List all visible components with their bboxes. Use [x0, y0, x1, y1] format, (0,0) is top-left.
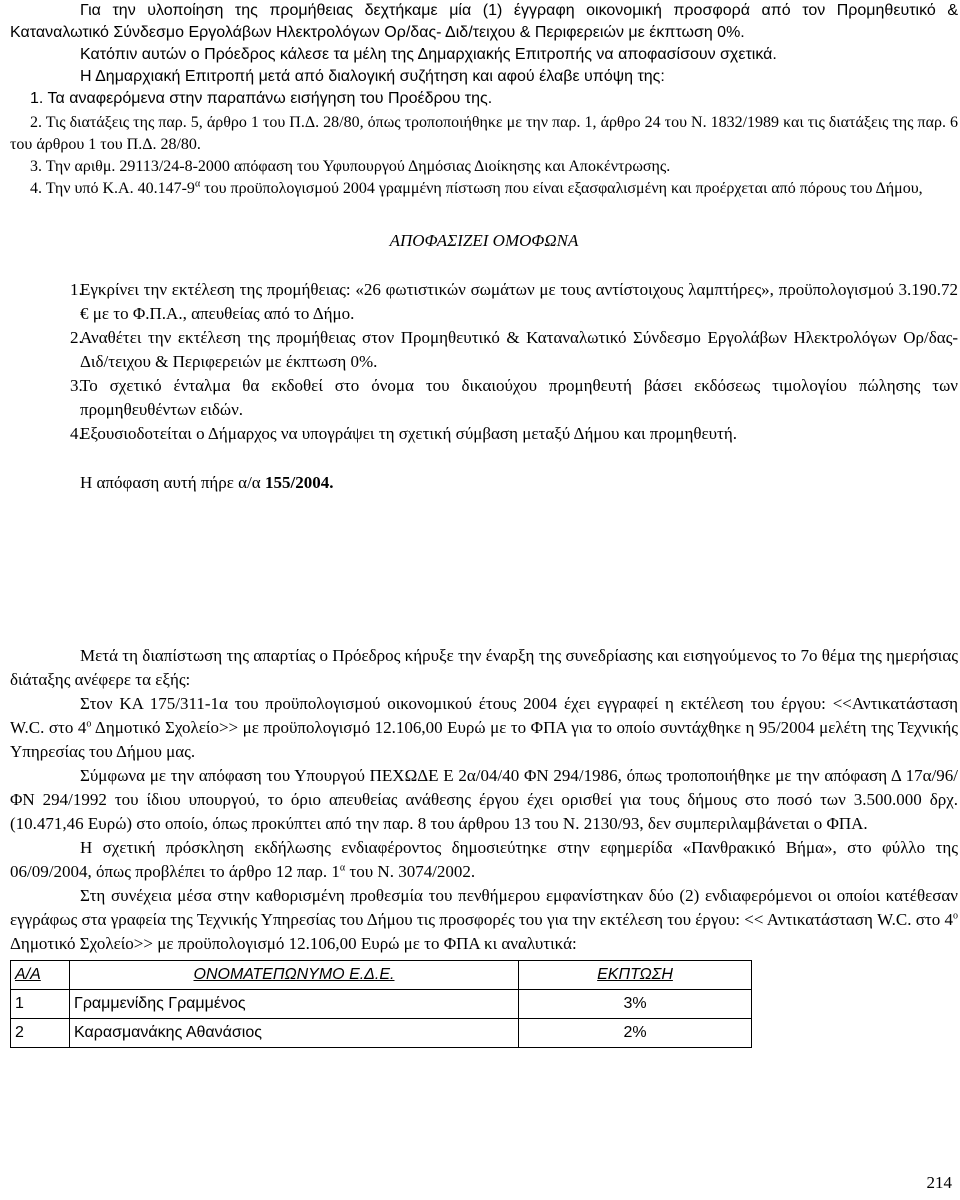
consideration-list	[10, 112, 958, 200]
column-header-aa: Α/Α	[11, 961, 70, 990]
budget-paragraph: Στον ΚΑ 175/311-1α του προϋπολογισμού οικονομικού έτους 2004 έχει εγγραφεί η εκτέλεση του έργου: <<Αντικατάσταση W.C. στο $4^o$ Δημοτικό Σχολείο>> με προϋπολογισμό 12.106,00 Ευρώ με το ΦΠΑ για το οποίο συντάχθηκε η 95/2004 μελέτη της Τεχνικής Υπηρεσίας του Δήμου μας.	[10, 694, 958, 761]
page-number: 214	[926, 1173, 952, 1192]
decision-item: 2. Αναθέτει την εκτέλεση της προμήθειας στον Προμηθευτικό & Καταναλωτικό Σύνδεσμο Εργολάβων Ηλεκτρολόγων Ορ/δας- Διδ/τειχου & Περιφερειών με έκπτωση 0%.	[70, 328, 958, 371]
discount-value: 2%	[519, 1019, 752, 1048]
second-topic-block	[10, 644, 958, 956]
contractor-name: Καρασμανάκης Αθανάσιος	[70, 1019, 519, 1048]
column-header-name: ΟΝΟΜΑΤΕΠΩΝΥΜΟ Ε.Δ.Ε.	[70, 961, 519, 990]
consideration-item-2: 2. Τις διατάξεις της παρ. 5, άρθρο 1 του Π.Δ. 28/80, όπως τροποποιήθηκε με την παρ. 1, άρθρο 24 του Ν. 1832/1989 και τις διατάξεις της παρ. 6 του άρθρου 1 του Π.Δ. 28/80.	[10, 114, 958, 153]
second-intro-paragraph: Μετά τη διαπίστωση της απαρτίας ο Πρόεδρος κήρυξε την έναρξη της συνεδρίασης και εισηγούμενος το 7ο θέμα της ημερήσιας διάταξης ανέφερε τα εξής:	[10, 646, 958, 689]
decision-list	[10, 278, 958, 446]
row-number: 1	[11, 990, 70, 1019]
intro-paragraph: Για την υλοποίηση της προμήθειας δεχτήκαμε μία (1) έγγραφη οικονομική προσφορά από τον Προμηθευτικό & Καταναλωτικό Σύνδεσμο Εργολάβων Ηλεκτρολόγων Ορ/δας- Διδ/τειχου & Περιφερειών με έκπτωση 0%.	[10, 2, 958, 41]
table-header-row	[11, 961, 752, 990]
law-paragraph: Σύμφωνα με την απόφαση του Υπουργού ΠΕΧΩΔΕ Ε 2α/04/40 ΦΝ 294/1986, όπως τροποποιήθηκε με την απόφαση Δ 17α/96/ΦΝ 294/1992 του ίδιου υπουργού, το όριο απευθείας ανάθεσης έργου έχει ορισθεί για τους δήμους στο ποσό των 3.500.000 δρχ. (10.471,46 Ευρώ) στο οποίο, όπως προκύπτει από την παρ. 8 του άρθρου 13 του Ν. 2130/93, δεν συμπεριλαμβάνεται ο ΦΠΑ.	[10, 766, 958, 833]
column-header-discount: ΕΚΠΤΩΣΗ	[519, 961, 752, 990]
consideration-item-4: 4. Την υπό Κ.Α. $40.147-9^\alpha$ του προϋπολογισμού 2004 γραμμένη πίστωση που είναι εξασφαλισμένη και προέρχεται από πόρους του Δήμου,	[30, 178, 923, 197]
table-row	[11, 990, 752, 1019]
decision-item: 4. Εξουσιοδοτείται ο Δήμαρχος να υπογράψει τη σχετική σύμβαση μεταξύ Δήμου και προμηθευτή.	[70, 424, 738, 443]
row-number: 2	[11, 1019, 70, 1048]
intro-block	[10, 0, 958, 110]
committee-considered-paragraph: Η Δημαρχιακή Επιτροπή μετά από διαλογική συζήτηση και αφού έλαβε υπόψη της:	[80, 68, 665, 85]
decision-item: 1. Εγκρίνει την εκτέλεση της προμήθειας: «26 φωτιστικών σωμάτων με τους αντίστοιχους λαμπτήρες», προϋπολογισμού 3.190.72 € με το Φ.Π.Α., απευθείας από το Δήμο.	[70, 280, 958, 323]
offers-paragraph: Στη συνέχεια μέσα στην καθορισμένη προθεσμία του πενθήμερου εμφανίστηκαν δύο (2) ενδιαφερόμενοι οι οποίοι κατέθεσαν εγγράφως στα γραφεία της Τεχνικής Υπηρεσίας του Δήμου τις προσφορές του για την εκτέλεση του έργου: << Αντικατάσταση W.C. στο $4^o$ Δημοτικό Σχολείο>> με προϋπολογισμό 12.106,00 Ευρώ με το ΦΠΑ κι αναλυτικά:	[10, 886, 958, 953]
table-row	[11, 1019, 752, 1048]
decision-number: 155/2004.	[264, 473, 334, 492]
consideration-item-3: 3. Την αριθμ. 29113/24-8-2000 απόφαση του Υφυπουργού Δημόσιας Διοίκησης και Αποκέντρωσης.	[30, 158, 671, 175]
offers-table	[10, 960, 752, 1048]
president-call-paragraph: Κατόπιν αυτών ο Πρόεδρος κάλεσε τα μέλη της Δημαρχιακής Επιτροπής να αποφασίσουν σχετικά.	[80, 46, 777, 63]
decision-title: ΑΠΟΦΑΣΙΖΕΙ ΟΜΟΦΩΝΑ	[389, 231, 579, 250]
discount-value: 3%	[519, 990, 752, 1019]
contractor-name: Γραμμενίδης Γραμμένος	[70, 990, 519, 1019]
decision-item: 3. Το σχετικό ένταλμα θα εκδοθεί στο όνομα του δικαιούχου προμηθευτή βάσει εκδόσεως τιμολογίου πώλησης των προμηθευθέντων ειδών.	[70, 376, 958, 419]
invitation-paragraph: Η σχετική πρόσκληση εκδήλωσης ενδιαφέροντος δημοσιεύτηκε στην εφημερίδα «Πανθρακικό Βήμα», στο φύλλο της 06/09/2004, όπως προβλέπει το άρθρο 12 παρ. $1^\alpha$ του Ν. 3074/2002.	[10, 838, 958, 881]
consideration-item-1: 1. Τα αναφερόμενα στην παραπάνω εισήγηση του Προέδρου της.	[30, 90, 493, 107]
decision-result: Η απόφαση αυτή πήρε α/α 155/2004.	[80, 473, 334, 492]
